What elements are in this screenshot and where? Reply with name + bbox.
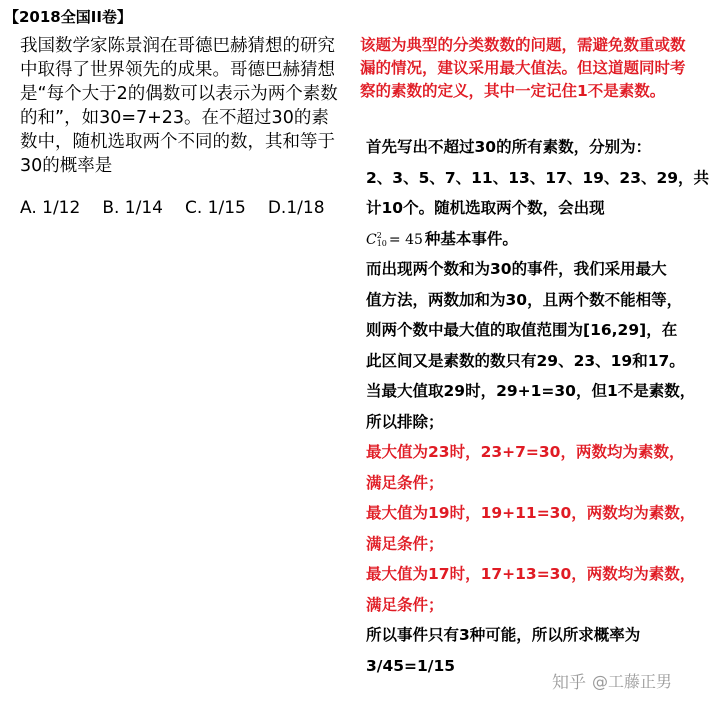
solution-line-highlight: 满足条件； — [366, 595, 444, 614]
solution-text — [366, 132, 714, 681]
formula-symbol: C — [366, 231, 377, 248]
combination-formula — [366, 225, 423, 256]
formula-sup: 2 — [376, 230, 382, 240]
answer-options — [20, 198, 350, 218]
watermark — [552, 668, 672, 693]
solution-line: 2、3、5、7、11、13、17、19、23、29，共 — [366, 168, 710, 187]
solution-line-text: 种基本事件。 — [424, 229, 518, 248]
solution-line: 而出现两个数和为30的事件，我们采用最大 — [366, 260, 667, 278]
solution-line-highlight: 满足条件； — [366, 473, 444, 492]
solution-line-highlight: 最大值为23时，23+7=30，两数均为素数， — [366, 443, 685, 461]
option-d: D.1/18 — [267, 198, 325, 218]
question-text: 我国数学家陈景润在哥德巴赫猜想的研究中取得了世界领先的成果。哥德巴赫猜想是“每个大于2的偶数可以表示为两个素数的和”，如30=7+23。在不超过30的素数中，随机选取两个不同的数，其和等于30的概率是 — [20, 36, 338, 176]
method-note: 该题为典型的分类数数的问题，需避免数重或数漏的情况，建议采用最大值法。但这道题同时考察的素数的定义，其中一定记住1不是素数。 — [360, 36, 686, 100]
solution-line: 计10个。随机选取两个数，会出现 — [366, 199, 605, 217]
solution-line-highlight: 最大值为19时，19+11=30，两数均为素数， — [366, 504, 696, 522]
solution-line: 首先写出不超过30的所有素数，分别为： — [366, 138, 652, 156]
formula-rhs: = 45 — [388, 231, 423, 248]
option-a: A. 1/12 — [20, 198, 81, 218]
problem-source-header: 【2018全国II卷】 — [4, 8, 132, 26]
watermark-site: 知乎 — [552, 673, 586, 693]
formula-sub: 10 — [376, 238, 387, 248]
option-c: C. 1/15 — [184, 198, 246, 218]
option-b: B. 1/14 — [102, 198, 163, 218]
solution-line: 所以事件只有3种可能，所以所求概率为 — [366, 626, 641, 644]
solution-line-highlight: 最大值为17时，17+13=30，两数均为素数， — [366, 565, 696, 583]
solution-answer: 3/45=1/15 — [366, 656, 456, 675]
solution-line-highlight: 满足条件； — [366, 534, 444, 553]
watermark-user: @工藤正男 — [592, 672, 673, 691]
solution-line: 值方法，两数加和为30，且两个数不能相等， — [366, 290, 683, 309]
solution-line: 此区间又是素数的数只有29、23、19和17。 — [366, 351, 685, 370]
solution-line: 当最大值取29时，29+1=30，但1不是素数， — [366, 382, 696, 400]
solution-line: 则两个数中最大值的取值范围为[16,29]，在 — [366, 321, 678, 339]
solution-line: 所以排除； — [366, 412, 444, 431]
solution-line-formula — [366, 224, 714, 255]
